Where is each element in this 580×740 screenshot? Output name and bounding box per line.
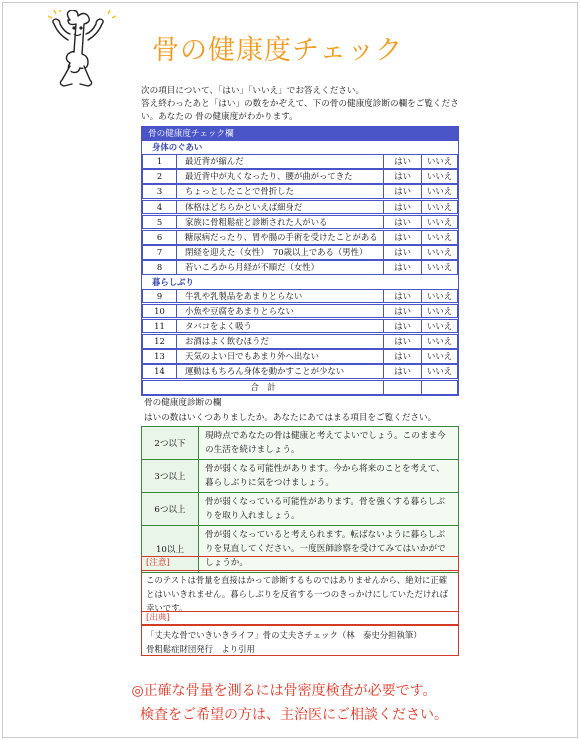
- diagnosis-text: 骨が弱くなっていると考えられます。転ばないように暮らしぶりを見直してください。一度医師診察を受けてみてはいかがでしょうか。: [199, 526, 458, 572]
- yes-option[interactable]: はい: [383, 245, 422, 260]
- diagnosis-label: 3つ以上: [142, 460, 199, 492]
- diagnosis-table: [141, 426, 459, 573]
- checklist-row: [142, 289, 458, 304]
- section-body-rows: [142, 154, 458, 275]
- item-number: 10: [142, 304, 177, 319]
- no-option[interactable]: いいえ: [421, 154, 458, 169]
- checklist-row: [142, 245, 458, 260]
- yes-option[interactable]: はい: [383, 334, 422, 349]
- item-number: 3: [142, 184, 177, 199]
- checklist-row: [142, 169, 458, 184]
- item-question: タバコをよく吸う: [176, 319, 384, 334]
- source-box: [141, 611, 459, 656]
- source-line: 「丈夫な骨でいきいきライフ」骨の丈夫さチェック（林 泰史分担執筆）: [146, 630, 422, 640]
- source-line: 骨粗鬆症財団発行 より引用: [146, 644, 255, 654]
- no-option[interactable]: いいえ: [421, 200, 458, 215]
- no-option[interactable]: いいえ: [421, 304, 458, 319]
- item-number: 9: [142, 289, 177, 304]
- checklist-row: [142, 154, 458, 169]
- yes-option[interactable]: はい: [383, 349, 422, 364]
- yes-option[interactable]: はい: [383, 289, 422, 304]
- item-question: 若いころから月経が不順だ（女性）: [176, 260, 384, 275]
- total-yes-cell[interactable]: [383, 380, 422, 395]
- diagnosis-title: 骨の健康度診断の欄: [144, 398, 222, 408]
- no-option[interactable]: いいえ: [421, 319, 458, 334]
- yes-option[interactable]: はい: [383, 154, 422, 169]
- checklist-row: [142, 215, 458, 230]
- item-question: 体格はどちらかといえば細身だ: [176, 200, 384, 215]
- source-text: [142, 626, 458, 658]
- item-number: 14: [142, 364, 177, 379]
- yes-option[interactable]: はい: [383, 304, 422, 319]
- item-number: 4: [142, 200, 177, 215]
- total-row: [142, 380, 458, 395]
- yes-option[interactable]: はい: [383, 215, 422, 230]
- no-option[interactable]: いいえ: [421, 260, 458, 275]
- yes-option[interactable]: はい: [383, 230, 422, 245]
- item-question: 最近背が縮んだ: [176, 154, 384, 169]
- intro-line: 次の項目について、「はい」「いいえ」でお答えください。: [141, 86, 365, 96]
- item-number: 12: [142, 334, 177, 349]
- caution-heading: [注意]: [142, 557, 458, 571]
- checklist-header: 骨の健康度チェック欄: [142, 127, 458, 141]
- checklist-row: [142, 349, 458, 364]
- checklist-row: [142, 184, 458, 199]
- intro-line: 答え終わったあと「はい」の数をかぞえて、下の骨の健康度診断の欄をご覧くださ: [141, 99, 459, 109]
- item-number: 8: [142, 260, 177, 275]
- section-body-condition: 身体のぐあい: [152, 142, 203, 152]
- diagnosis-label: 2つ以下: [142, 427, 199, 459]
- checklist-row: [142, 334, 458, 349]
- item-question: 運動はもちろん身体を動かすことが少ない: [176, 364, 384, 379]
- page-title: 骨の健康度チェック: [152, 35, 404, 66]
- checklist-table: [141, 126, 459, 396]
- section-lifestyle-rows: [142, 289, 458, 380]
- item-number: 2: [142, 169, 177, 184]
- item-question: 牛乳や乳製品をあまりとらない: [176, 289, 384, 304]
- checklist-row: [142, 230, 458, 245]
- item-number: 7: [142, 245, 177, 260]
- no-option[interactable]: いいえ: [421, 230, 458, 245]
- yes-option[interactable]: はい: [383, 319, 422, 334]
- checklist-row: [142, 260, 458, 275]
- no-option[interactable]: いいえ: [421, 334, 458, 349]
- diagnosis-label: 6つ以上: [142, 493, 199, 525]
- item-question: 天気のよい日でもあまり外へ出ない: [176, 349, 384, 364]
- diagnosis-row: [142, 427, 458, 460]
- no-option[interactable]: いいえ: [421, 245, 458, 260]
- footer-note-line1: ◎正確な骨量を測るには骨密度検査が必要です。: [131, 683, 437, 699]
- diagnosis-text: 現時点であなたの骨は健康と考えてよいでしょう。このまま今の生活を続けましょう。: [199, 427, 458, 459]
- section-lifestyle: 暮らしぶり: [152, 276, 194, 287]
- footer-note-line2: 検査をご希望の方は、主治医にご相談ください。: [140, 707, 448, 723]
- yes-option[interactable]: はい: [383, 200, 422, 215]
- item-question: お酒はよく飲むほうだ: [176, 334, 384, 349]
- checklist-row: [142, 319, 458, 334]
- item-question: 糖尿病だったり、胃や腸の手術を受けたことがある: [176, 230, 384, 245]
- no-option[interactable]: いいえ: [421, 215, 458, 230]
- item-question: 閉経を迎えた（女性） 70歳以上である（男性）: [176, 245, 384, 260]
- source-heading: [出典]: [142, 612, 458, 626]
- no-option[interactable]: いいえ: [421, 289, 458, 304]
- yes-option[interactable]: はい: [383, 260, 422, 275]
- diagnosis-subtitle: はいの数はいくつありましたか。あなたにあてはまる項目をご覧ください。: [144, 413, 437, 423]
- yes-option[interactable]: はい: [383, 169, 422, 184]
- diagnosis-text: 骨が弱くなっている可能性があります。骨を強くする暮らしぶりを取り入れましょう。: [199, 493, 458, 525]
- no-option[interactable]: いいえ: [421, 364, 458, 379]
- item-number: 13: [142, 349, 177, 364]
- checklist-row: [142, 200, 458, 215]
- no-option[interactable]: いいえ: [421, 184, 458, 199]
- total-label: 合 計: [142, 380, 384, 395]
- item-number: 1: [142, 154, 177, 169]
- checklist-row: [142, 364, 458, 379]
- bone-mascot-icon: [48, 10, 128, 90]
- no-option[interactable]: いいえ: [421, 169, 458, 184]
- diagnosis-row: [142, 460, 458, 493]
- total-no-cell[interactable]: [421, 380, 458, 395]
- no-option[interactable]: いいえ: [421, 349, 458, 364]
- item-question: ちょっとしたことで骨折した: [176, 184, 384, 199]
- diagnosis-row: [142, 493, 458, 526]
- checklist-row: [142, 304, 458, 319]
- intro-text: [141, 85, 561, 124]
- caution-text: このテストは骨量を直接はかって診断するものではありませんから、絶対に正確とはいいきれません。暮らしぶりを反省する一つのきっかけにしていただければ幸いです。: [146, 575, 449, 613]
- yes-option[interactable]: はい: [383, 364, 422, 379]
- item-question: 小魚や豆腐をあまりとらない: [176, 304, 384, 319]
- item-question: 家族に骨粗鬆症と診断された人がいる: [176, 215, 384, 230]
- diagnosis-text: 骨が弱くなる可能性があります。今から将来のことを考えて、暮らしぶりに気をつけましょう。: [199, 460, 458, 492]
- diagnosis-label: 10以上: [142, 526, 199, 572]
- item-number: 5: [142, 215, 177, 230]
- item-number: 11: [142, 319, 177, 334]
- intro-line: い。あなたの 骨の健康度がわかります。: [141, 112, 298, 122]
- yes-option[interactable]: はい: [383, 184, 422, 199]
- item-question: 最近背中が丸くなったり、腰が曲がってきた: [176, 169, 384, 184]
- item-number: 6: [142, 230, 177, 245]
